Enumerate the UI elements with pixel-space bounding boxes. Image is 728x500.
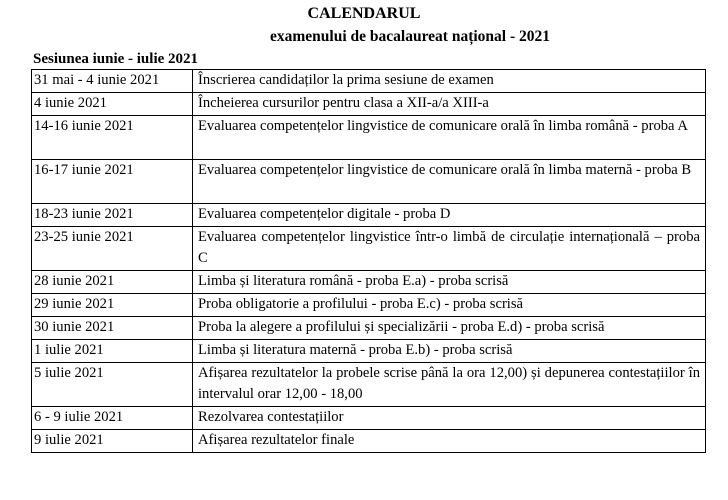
- table-row: [32, 271, 706, 294]
- date-cell: 29 iunie 2021: [32, 294, 193, 317]
- date-cell: 28 iunie 2021: [32, 271, 193, 294]
- date-cell: 4 iunie 2021: [32, 93, 193, 116]
- event-cell: Afișarea rezultatelor finale: [193, 430, 706, 453]
- event-cell: Evaluarea competențelor lingvistice de comunicare orală în limba română - proba A: [193, 116, 706, 160]
- calendar-table: [31, 69, 706, 453]
- date-cell: 23-25 iunie 2021: [32, 227, 193, 271]
- date-cell: 18-23 iunie 2021: [32, 204, 193, 227]
- event-cell: Evaluarea competențelor digitale - proba D: [193, 204, 706, 227]
- event-cell: Proba la alegere a profilului și specializării - proba E.d) - proba scrisă: [193, 317, 706, 340]
- date-cell: 1 iulie 2021: [32, 340, 193, 363]
- event-cell: Evaluarea competențelor lingvistice de comunicare orală în limba maternă - proba B: [193, 160, 706, 204]
- table-row: [32, 70, 706, 93]
- date-cell: 31 mai - 4 iunie 2021: [32, 70, 193, 93]
- date-cell: 16-17 iunie 2021: [32, 160, 193, 204]
- date-cell: 14-16 iunie 2021: [32, 116, 193, 160]
- table-row: [32, 93, 706, 116]
- session-heading: Sesiunea iunie - iulie 2021: [33, 51, 199, 67]
- table-row: [32, 294, 706, 317]
- event-cell: Proba obligatorie a profilului - proba E.c) - proba scrisă: [193, 294, 706, 317]
- event-cell: Rezolvarea contestațiilor: [193, 407, 706, 430]
- event-cell: Limba și literatura română - proba E.a) - proba scrisă: [193, 271, 706, 294]
- table-row: [32, 160, 706, 204]
- document-subtitle: examenului de bacalaureat național - 2021: [270, 28, 551, 45]
- table-row: [32, 363, 706, 407]
- event-cell: Limba și literatura maternă - proba E.b) - proba scrisă: [193, 340, 706, 363]
- table-row: [32, 407, 706, 430]
- event-cell: Evaluarea competențelor lingvistice într-o limbă de circulație internațională – proba C: [193, 227, 706, 271]
- table-row: [32, 204, 706, 227]
- table-row: [32, 430, 706, 453]
- document-title: CALENDARUL: [307, 5, 421, 22]
- table-row: [32, 340, 706, 363]
- date-cell: 30 iunie 2021: [32, 317, 193, 340]
- table-row: [32, 227, 706, 271]
- date-cell: 6 - 9 iulie 2021: [32, 407, 193, 430]
- event-cell: Înscrierea candidaților la prima sesiune de examen: [193, 70, 706, 93]
- event-cell: Afișarea rezultatelor la probele scrise până la ora 12,00) și depunerea contestațiilor în intervalul orar 12,00 - 18,00: [193, 363, 706, 407]
- date-cell: 9 iulie 2021: [32, 430, 193, 453]
- date-cell: 5 iulie 2021: [32, 363, 193, 407]
- event-cell: Încheierea cursurilor pentru clasa a XII-a/a XIII-a: [193, 93, 706, 116]
- table-row: [32, 317, 706, 340]
- table-row: [32, 116, 706, 160]
